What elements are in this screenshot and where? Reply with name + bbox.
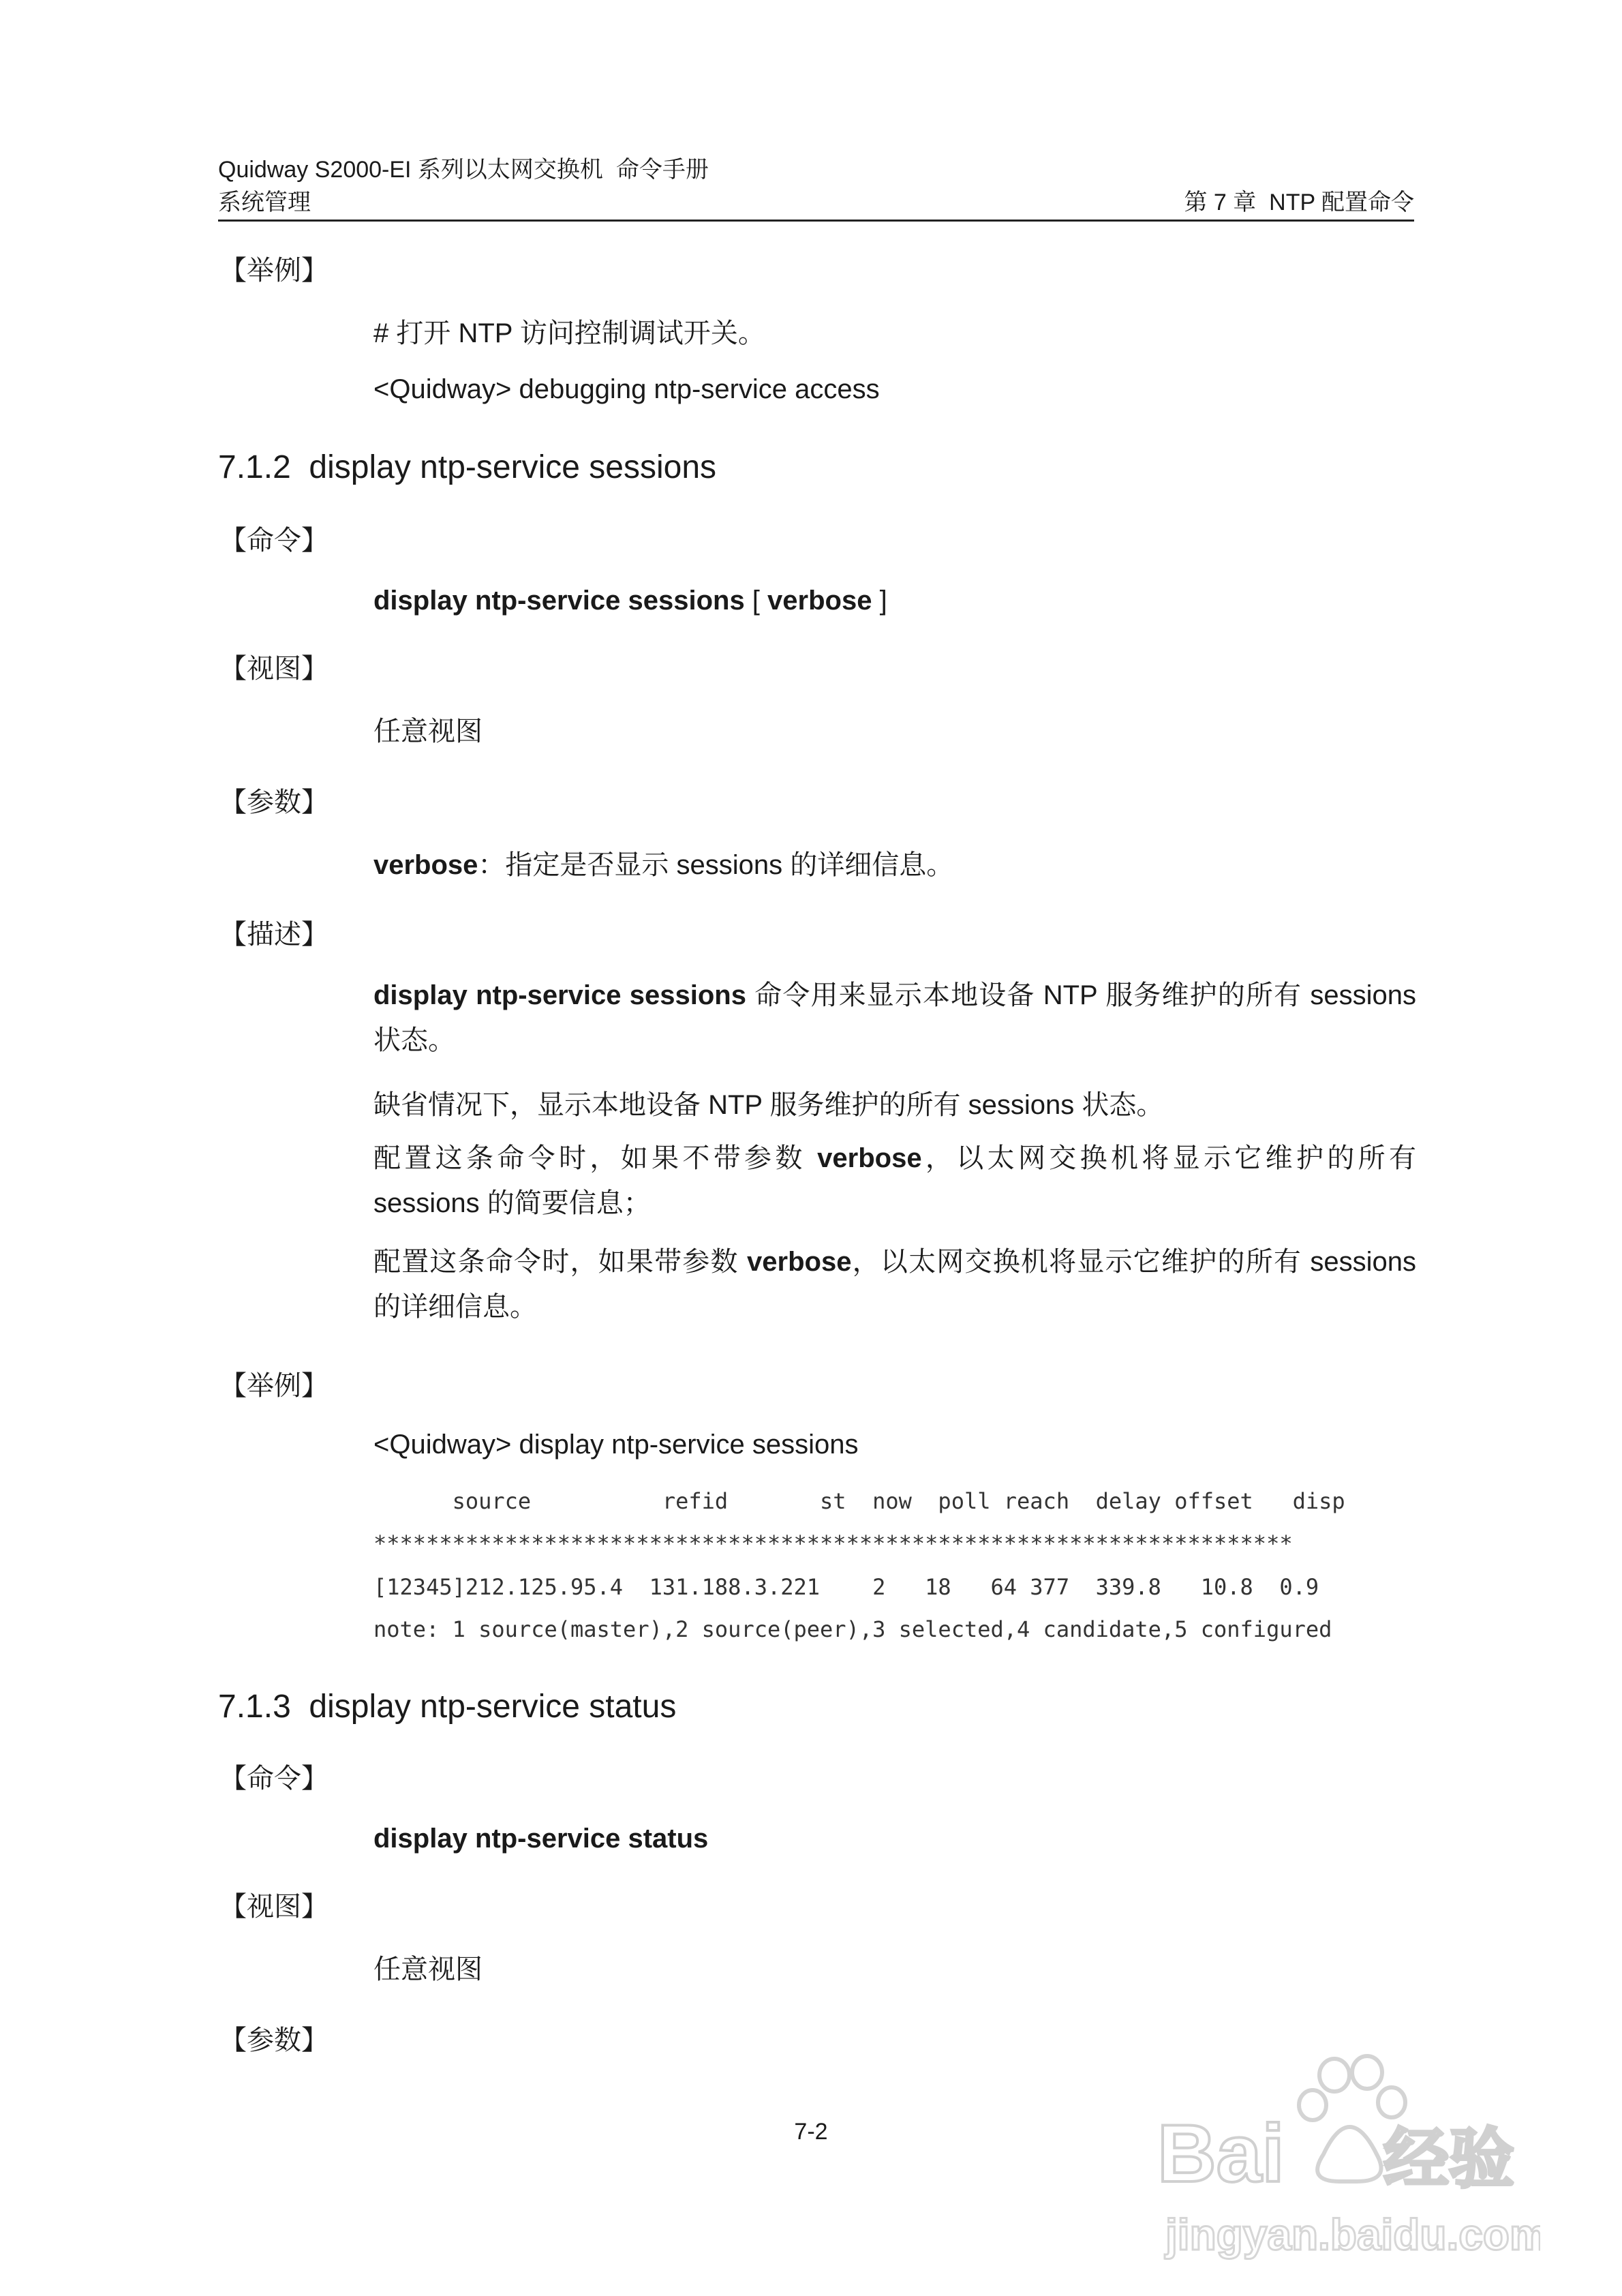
view-text: 任意视图 <box>373 716 483 746</box>
view-label: 【视图】 <box>219 654 328 684</box>
example-command-712: <Quidway> display ntp-service sessions <box>373 1430 859 1460</box>
param-label-713: 【参数】 <box>219 2025 328 2055</box>
desc-text-3b: ，以太网交换机将显示它维护的所有 sessions 的简要信息； <box>373 1143 1416 1218</box>
desc-text-4a: 配置这条命令时，如果带参数 <box>373 1247 748 1277</box>
output-separator: ********************************************************************** <box>373 1530 1293 1556</box>
desc-command: display ntp-service sessions <box>373 980 746 1010</box>
desc-text-3a: 配置这条命令时，如果不带参数 <box>373 1143 818 1173</box>
param-desc: ：指定是否显示 sessions 的详细信息。 <box>478 850 954 880</box>
param-description <box>373 848 953 882</box>
desc-paragraph-4 <box>373 1239 1416 1329</box>
section-heading-712: 7.1.2 display ntp-service sessions <box>218 449 717 485</box>
header-chapter: 第 7 章 NTP 配置命令 <box>1184 190 1414 215</box>
command-syntax <box>373 584 887 618</box>
section-heading-713: 7.1.3 display ntp-service status <box>218 1689 677 1725</box>
desc-text-1: 命令用来显示本地设备 NTP 服务维护的所有 sessions 状态。 <box>373 980 1417 1055</box>
baidu-jingyan-watermark <box>1152 2052 1540 2263</box>
page-number: 7-2 <box>794 2119 828 2145</box>
command-name-713: display ntp-service status <box>373 1824 709 1854</box>
desc-paragraph-3 <box>373 1136 1416 1226</box>
desc-paragraph-1 <box>373 973 1416 1063</box>
bracket-open: [ <box>744 586 768 616</box>
view-label-713: 【视图】 <box>219 1892 328 1922</box>
example-label: 【举例】 <box>219 256 328 286</box>
desc-text-4b: ，以太网交换机将显示它维护的所有 sessions 的详细信息。 <box>373 1247 1416 1322</box>
example-command: <Quidway> debugging ntp-service access <box>373 374 880 404</box>
desc-paragraph-2: 缺省情况下，显示本地设备 NTP 服务维护的所有 sessions 状态。 <box>373 1090 1164 1120</box>
output-row: [12345]212.125.95.4 131.188.3.221 2 18 64 377 339.8 10.8 0.9 <box>373 1574 1319 1600</box>
command-option: verbose <box>767 586 872 616</box>
watermark-logo-icon <box>1152 2052 1540 2263</box>
param-name: verbose <box>373 850 478 880</box>
output-header: source refid st now poll reach delay offset disp <box>373 1488 1345 1514</box>
desc-option-4: verbose <box>747 1247 852 1277</box>
command-label: 【命令】 <box>219 526 328 556</box>
desc-option-3: verbose <box>817 1143 922 1173</box>
command-syntax-713 <box>373 1822 708 1856</box>
example-label-712: 【举例】 <box>219 1371 328 1401</box>
command-label-713: 【命令】 <box>219 1764 328 1794</box>
svg-text:Bai: Bai <box>1157 2108 1285 2199</box>
header-title: Quidway S2000-EI 系列以太网交换机 命令手册 <box>218 157 709 183</box>
header-rule <box>218 220 1414 222</box>
bracket-close: ] <box>872 586 887 616</box>
header-section: 系统管理 <box>218 190 311 215</box>
watermark-url: jingyan.baidu.com <box>1165 2210 1540 2259</box>
param-label: 【参数】 <box>219 787 328 817</box>
command-name: display ntp-service sessions <box>373 586 745 616</box>
example-comment: # 打开 NTP 访问控制调试开关。 <box>373 318 765 348</box>
view-text-713: 任意视图 <box>373 1954 483 1984</box>
svg-text:经验: 经验 <box>1383 2121 1514 2197</box>
output-note: note: 1 source(master),2 source(peer),3 selected,4 candidate,5 configured <box>373 1616 1332 1642</box>
desc-label: 【描述】 <box>219 920 328 950</box>
